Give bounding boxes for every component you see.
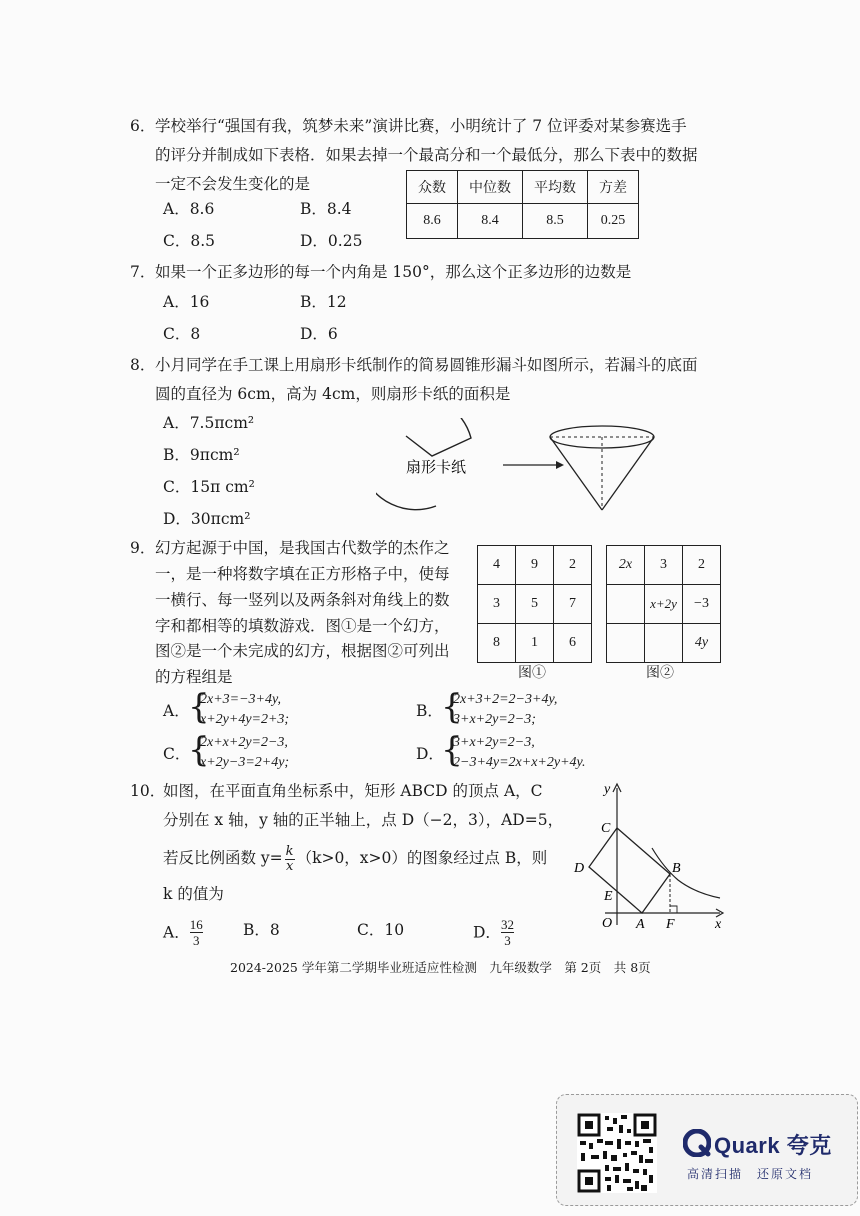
q10-func-condition: （k>0，x>0） [296,849,407,867]
q10-option-d-num: 32 [500,917,514,932]
q8-stem-line1: 小月同学在手工课上用扇形卡纸制作的简易圆锥形漏斗如图所示，若漏斗的底面 [155,356,698,374]
q10-func-line [163,844,547,874]
q10-option-a-den: 3 [192,933,200,948]
q6-option-d[interactable]: D．0.25 [300,232,363,250]
q10-option-a-num: 16 [189,917,203,932]
q9-option-a-eq2: x+2y+4y=2+3; [200,712,290,727]
q10-stem-line3: 的图象经过点 B，则 [406,849,548,867]
svg-text:E: E [604,889,613,904]
q7-option-a[interactable]: A．16 [163,293,210,311]
quark-watermark [556,1094,858,1206]
q9-option-d-eq2: 2−3+4y=2x+x+2y+4y. [453,755,586,770]
q6-value-median: 8.4 [458,204,523,239]
svg-text:A: A [636,917,645,932]
q10-stem-line1: 如图，在平面直角坐标系中，矩形 ABCD 的顶点 A，C [163,782,543,800]
q6-value-mode: 8.6 [407,204,458,239]
q10-figure [560,780,740,935]
q8-option-b[interactable]: B．9πcm² [163,446,240,464]
q10-option-b[interactable]: B．8 [243,921,280,939]
q6-option-b[interactable]: B．8.4 [300,200,352,218]
grid2-cell: −3 [683,585,721,624]
quark-slogan: 高清扫描 还原文档 [687,1167,814,1181]
q8-option-c[interactable]: C．15π cm² [163,478,255,496]
q6-stem-line3: 一定不会发生变化的是 [155,175,311,193]
qr-code-icon [577,1113,657,1193]
brace-icon: { [441,730,463,770]
svg-text:O: O [602,916,613,931]
q8-figure [376,418,676,518]
svg-text:C: C [601,821,611,836]
brace-icon: { [188,687,210,727]
grid2-cell: 3 [645,546,683,585]
q9-option-b-eq1: 2x+3+2=2−3+4y, [453,692,558,707]
magic-square-1 [477,545,592,663]
q6-header-mean: 平均数 [523,171,588,204]
q6-header-median: 中位数 [458,171,523,204]
svg-text:D: D [574,861,585,876]
sector-card-label: 扇形卡纸 [406,458,467,476]
q6-header-variance: 方差 [588,171,639,204]
grid1-cell: 2 [554,546,592,585]
q10-stem-line4: k 的值为 [163,885,224,903]
brace-icon: { [188,730,210,770]
q10-func-denominator: x [285,858,294,874]
q8-option-a[interactable]: A．7.5πcm² [163,414,255,432]
q10-option-a-label: A． [163,923,190,942]
grid2-cell [645,624,683,663]
page-footer: 2024-2025 学年第二学期毕业班适应性检测 九年级数学 第 2页 共 8页 [230,960,651,975]
grid2-cell [607,624,645,663]
q9-stem-line5: 图②是一个未完成的幻方，根据图②可列出 [155,642,450,660]
grid1-cell: 6 [554,624,592,663]
q10-option-d-label: D． [473,923,501,942]
q7-option-d[interactable]: D．6 [300,325,338,343]
q6-number: 6． [130,117,156,135]
magic-square-2 [606,545,721,663]
q6-header-mode: 众数 [407,171,458,204]
grid1-cell: 9 [516,546,554,585]
q9-option-a-label[interactable]: A． [163,702,190,720]
q9-number: 9． [130,539,156,557]
grid1-cell: 4 [478,546,516,585]
arrow-head [556,461,564,469]
svg-text:F: F [666,917,675,932]
grid1-caption: 图① [518,665,546,681]
q8-option-d[interactable]: D．30πcm² [163,510,251,528]
q9-option-c-label[interactable]: C． [163,745,191,763]
brace-icon: { [441,687,463,727]
q10-option-a[interactable] [163,917,203,948]
q9-option-b-label[interactable]: B． [416,702,443,720]
q10-func-fraction [285,845,295,874]
q9-option-c-eq2: x+2y−3=2+4y; [200,755,290,770]
q10-stem-line2: 分别在 x 轴，y 轴的正半轴上，点 D（−2，3），AD=5， [163,811,564,829]
q9-stem-line1: 幻方起源于中国，是我国古代数学的杰作之 [155,539,450,557]
quark-brand: Quark 夸克 [714,1133,832,1158]
grid1-cell: 1 [516,624,554,663]
q9-stem-line6: 的方程组是 [155,668,233,686]
rectangle-ABCD [589,828,670,913]
q6-value-mean: 8.5 [523,204,588,239]
hyperbola [652,848,720,898]
q10-func-numerator: k [285,843,294,859]
quark-logo-icon [683,1129,711,1157]
q7-option-b[interactable]: B．12 [300,293,347,311]
grid2-cell: 2x [607,546,645,585]
q8-number: 8． [130,356,156,374]
grid2-cell [607,585,645,624]
q6-option-c[interactable]: C．8.5 [163,232,216,250]
q9-option-b-eq2: 3+x+2y=2−3; [453,712,536,727]
q9-stem-line3: 一横行、每一竖列以及两条斜对角线上的数 [155,591,450,609]
grid2-cell: 2 [683,546,721,585]
grid1-cell: 3 [478,585,516,624]
q6-stem-line2: 的评分并制成如下表格．如果去掉一个最高分和一个最低分，那么下表中的数据 [155,146,698,164]
q6-option-a[interactable]: A．8.6 [163,200,215,218]
q9-option-a-eq1: 2x+3=−3+4y, [200,692,281,707]
q10-option-d[interactable] [473,917,514,948]
q10-option-c[interactable]: C．10 [357,921,405,939]
q10-func-prefix: 若反比例函数 y= [163,849,283,867]
q6-value-variance: 0.25 [588,204,639,239]
svg-text:y: y [604,782,611,797]
q7-number: 7． [130,263,156,281]
q9-option-d-eq1: 3+x+2y=2−3, [453,735,535,750]
grid1-cell: 8 [478,624,516,663]
q9-stem-line2: 一，是一种将数字填在正方形格子中，使每 [155,565,450,583]
grid2-cell: 4y [683,624,721,663]
q6-stats-table [406,170,639,239]
grid2-caption: 图② [646,665,674,681]
q6-stem-line1: 学校举行“强国有我，筑梦未来”演讲比赛，小明统计了 7 位评委对某参赛选手 [155,117,687,135]
svg-text:B: B [672,861,681,876]
q7-option-c[interactable]: C．8 [163,325,201,343]
grid1-cell: 5 [516,585,554,624]
svg-text:x: x [715,917,722,932]
q9-stem-line4: 字和都相等的填数游戏．图①是一个幻方， [155,617,450,635]
q8-stem-line2: 圆的直径为 6cm，高为 4cm，则扇形卡纸的面积是 [155,385,511,403]
q7-stem: 如果一个正多边形的每一个内角是 150°，那么这个正多边形的边数是 [155,263,632,281]
q9-option-c-eq1: 2x+x+2y=2−3, [200,735,288,750]
q10-number: 10． [130,782,166,800]
grid1-cell: 7 [554,585,592,624]
grid2-cell: x+2y [645,585,683,624]
q10-option-d-den: 3 [504,933,511,948]
q9-option-d-label[interactable]: D． [416,745,444,763]
